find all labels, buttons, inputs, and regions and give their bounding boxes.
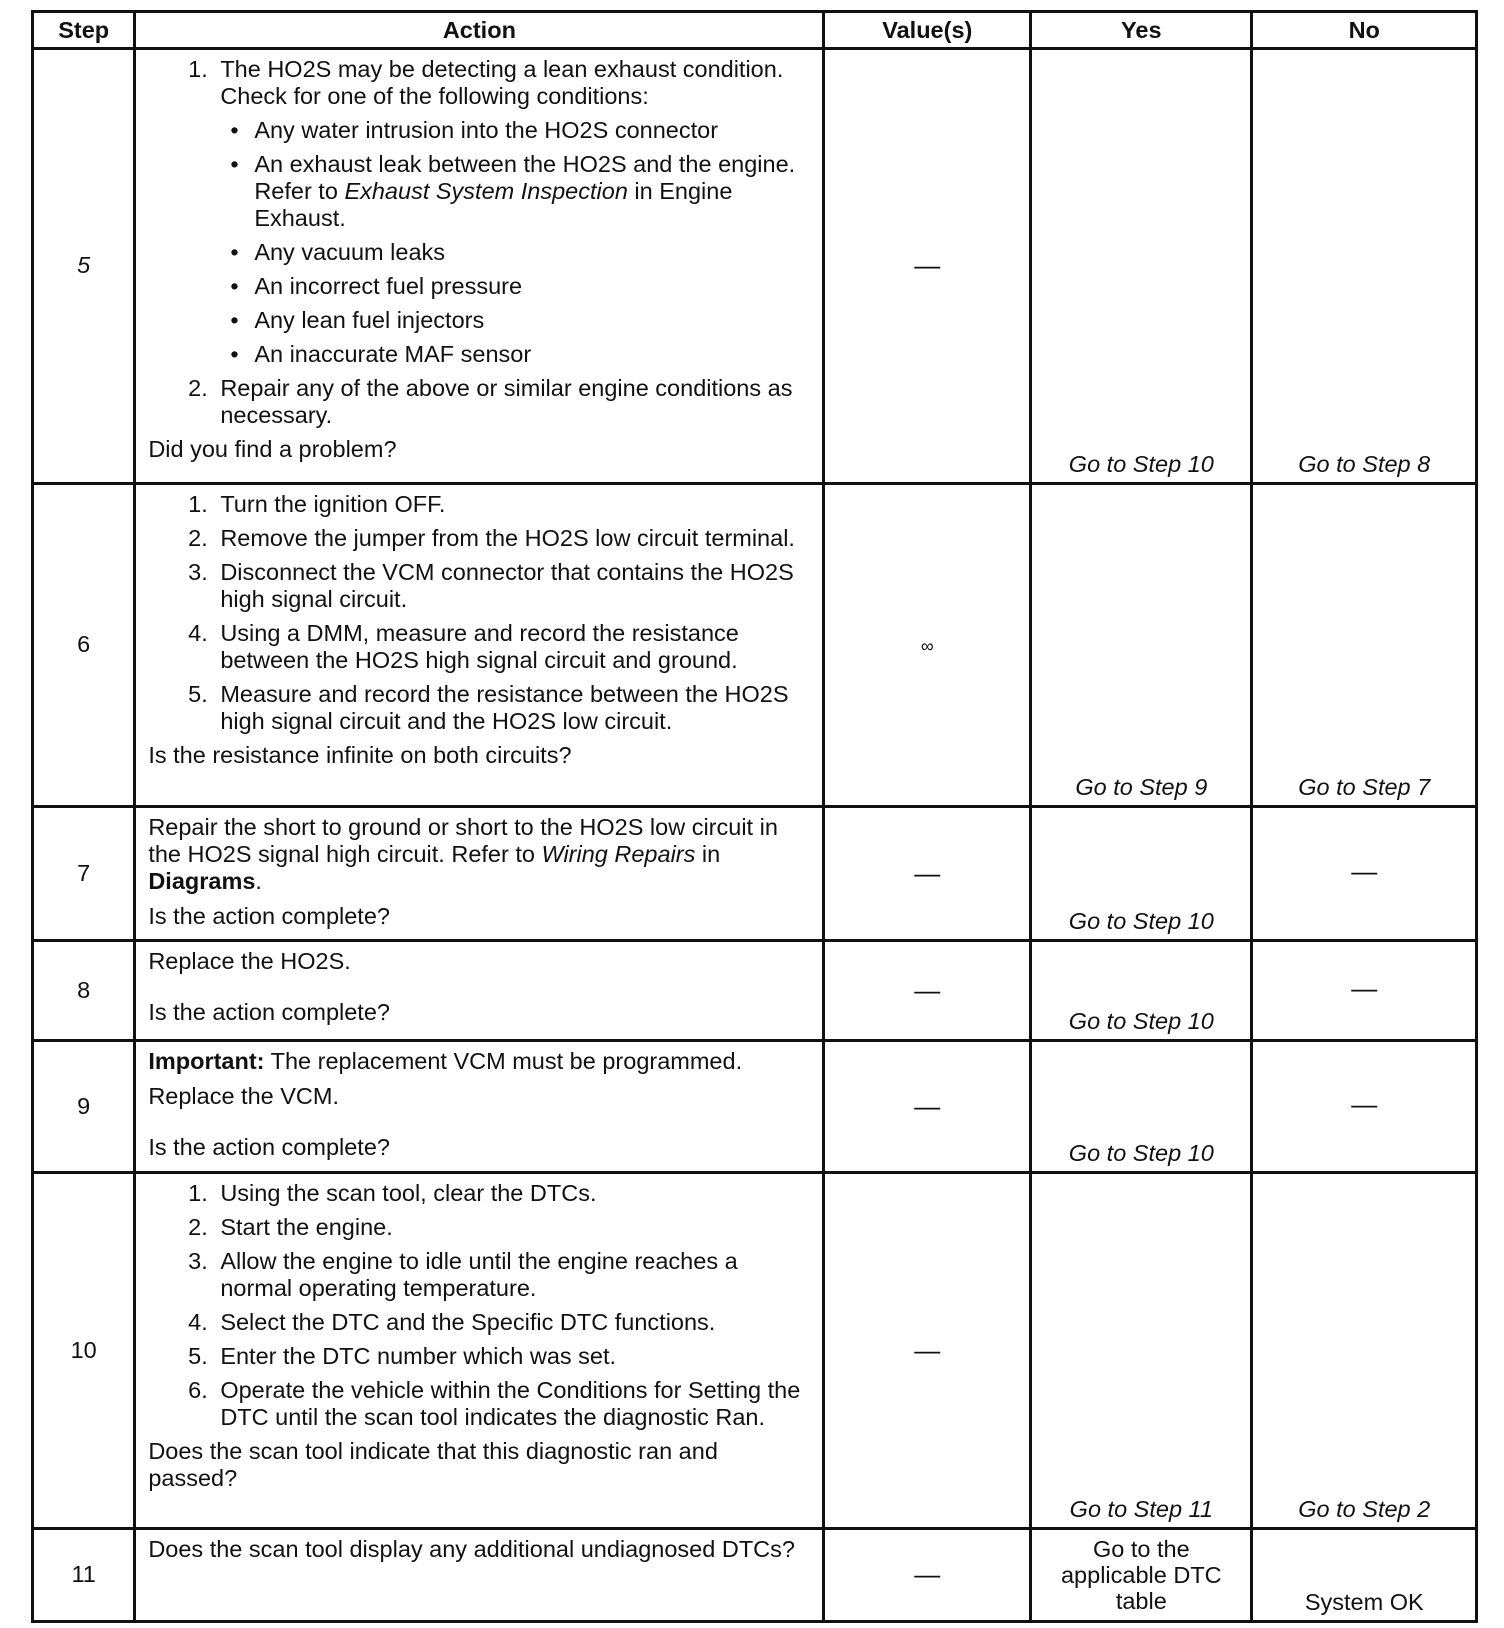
header-yes: Yes bbox=[1031, 12, 1252, 49]
value-cell: — bbox=[824, 1172, 1031, 1528]
reference-link: Wiring Repairs bbox=[541, 841, 696, 867]
condition-item: • An inaccurate MAF sensor bbox=[254, 341, 812, 368]
action-cell bbox=[135, 940, 824, 1040]
yes-result: Go to Step 10 bbox=[1031, 49, 1252, 484]
action-step: 1. Turn the ignition OFF. bbox=[214, 491, 812, 518]
no-result: Go to Step 2 bbox=[1252, 1172, 1477, 1528]
condition-list bbox=[220, 117, 812, 368]
reference-link: Exhaust System Inspection bbox=[344, 178, 628, 204]
action-cell bbox=[135, 483, 824, 806]
action-text: Repair the short to ground or short to the HO2S low circuit in the HO2S signal high circuit. Refer to Wiring Repairs in Diagrams. bbox=[148, 814, 778, 894]
action-step: 5. Enter the DTC number which was set. bbox=[214, 1343, 812, 1370]
action-step: 2. Repair any of the above or similar engine conditions as necessary. bbox=[214, 375, 812, 429]
step-number: 7 bbox=[33, 807, 135, 941]
yes-result: Go to Step 9 bbox=[1031, 483, 1252, 806]
value-cell: — bbox=[824, 1528, 1031, 1621]
no-result: System OK bbox=[1252, 1528, 1477, 1621]
action-cell bbox=[135, 807, 824, 941]
step-question: Is the action complete? bbox=[148, 903, 390, 929]
action-step: 4. Using a DMM, measure and record the resistance between the HO2S high signal circuit and ground. bbox=[214, 620, 812, 674]
action-step: 2. Start the engine. bbox=[214, 1214, 812, 1241]
value-cell: — bbox=[824, 940, 1031, 1040]
action-text: Replace the HO2S. bbox=[148, 947, 351, 974]
step-question: Does the scan tool indicate that this diagnostic ran and passed? bbox=[148, 1437, 718, 1491]
step-question: Is the action complete? bbox=[148, 998, 390, 1025]
action-step: 3. Allow the engine to idle until the engine reaches a normal operating temperature. bbox=[214, 1248, 812, 1302]
yes-result: Go to Step 11 bbox=[1031, 1172, 1252, 1528]
reference-section: Diagrams bbox=[148, 868, 256, 894]
no-result: — bbox=[1252, 940, 1477, 1040]
value-cell: — bbox=[824, 807, 1031, 941]
yes-result: Go to the applicable DTC table bbox=[1031, 1528, 1252, 1621]
table-row bbox=[33, 807, 1477, 941]
action-steps bbox=[148, 1180, 812, 1431]
value-cell: — bbox=[824, 1041, 1031, 1173]
important-note: Important: The replacement VCM must be programmed. bbox=[148, 1048, 743, 1075]
action-step: 3. Disconnect the VCM connector that contains the HO2S high signal circuit. bbox=[214, 559, 812, 613]
no-result: — bbox=[1252, 807, 1477, 941]
header-no: No bbox=[1252, 12, 1477, 49]
action-step: 4. Select the DTC and the Specific DTC functions. bbox=[214, 1309, 812, 1336]
action-cell bbox=[135, 1041, 824, 1173]
step-question: Is the resistance infinite on both circuits? bbox=[148, 741, 572, 768]
header-step: Step bbox=[33, 12, 135, 49]
action-cell bbox=[135, 1172, 824, 1528]
step-number: 6 bbox=[33, 483, 135, 806]
action-step bbox=[214, 56, 812, 368]
table-row bbox=[33, 483, 1477, 806]
action-step: 2. Remove the jumper from the HO2S low circuit terminal. bbox=[214, 525, 812, 552]
step-number: 8 bbox=[33, 940, 135, 1040]
infinity-symbol: ∞ bbox=[920, 635, 934, 656]
header-action: Action bbox=[135, 12, 824, 49]
action-cell bbox=[135, 49, 824, 484]
table-row bbox=[33, 1528, 1477, 1621]
header-values: Value(s) bbox=[824, 12, 1031, 49]
action-step: 6. Operate the vehicle within the Conditions for Setting the DTC until the scan tool indicates the diagnostic Ran. bbox=[214, 1377, 812, 1431]
condition-item: • An exhaust leak between the HO2S and the engine. Refer to Exhaust System Inspection in Engine Exhaust. bbox=[254, 151, 812, 232]
action-text: Replace the VCM. bbox=[148, 1083, 340, 1110]
action-cell bbox=[135, 1528, 824, 1621]
action-steps bbox=[148, 56, 812, 429]
yes-result: Go to Step 10 bbox=[1031, 807, 1252, 941]
important-label: Important: bbox=[148, 1048, 265, 1075]
condition-item: • Any lean fuel injectors bbox=[254, 307, 812, 334]
table-row bbox=[33, 49, 1477, 484]
header-row bbox=[33, 12, 1477, 49]
condition-item: • An incorrect fuel pressure bbox=[254, 273, 812, 300]
step-number: 9 bbox=[33, 1041, 135, 1173]
no-result: — bbox=[1252, 1041, 1477, 1173]
table-row bbox=[33, 1172, 1477, 1528]
condition-item: • Any water intrusion into the HO2S connector bbox=[254, 117, 812, 144]
step-number: 11 bbox=[33, 1528, 135, 1621]
action-step: 1. Using the scan tool, clear the DTCs. bbox=[214, 1180, 812, 1207]
yes-result: Go to Step 10 bbox=[1031, 1041, 1252, 1173]
diagnostic-table bbox=[31, 10, 1478, 1623]
step-question: Is the action complete? bbox=[148, 1134, 390, 1161]
value-cell bbox=[824, 483, 1031, 806]
no-result: Go to Step 8 bbox=[1252, 49, 1477, 484]
value-cell: — bbox=[824, 49, 1031, 484]
step-question: Did you find a problem? bbox=[148, 436, 397, 462]
action-steps bbox=[148, 491, 812, 735]
table-row bbox=[33, 940, 1477, 1040]
condition-item: • Any vacuum leaks bbox=[254, 239, 812, 266]
step-number: 5 bbox=[33, 49, 135, 484]
action-step-text: The HO2S may be detecting a lean exhaust condition. Check for one of the following conditions: bbox=[220, 56, 784, 109]
yes-result: Go to Step 10 bbox=[1031, 940, 1252, 1040]
step-number: 10 bbox=[33, 1172, 135, 1528]
table-row bbox=[33, 1041, 1477, 1173]
step-question: Does the scan tool display any additional undiagnosed DTCs? bbox=[148, 1535, 795, 1562]
action-step: 5. Measure and record the resistance between the HO2S high signal circuit and the HO2S low circuit. bbox=[214, 681, 812, 735]
no-result: Go to Step 7 bbox=[1252, 483, 1477, 806]
